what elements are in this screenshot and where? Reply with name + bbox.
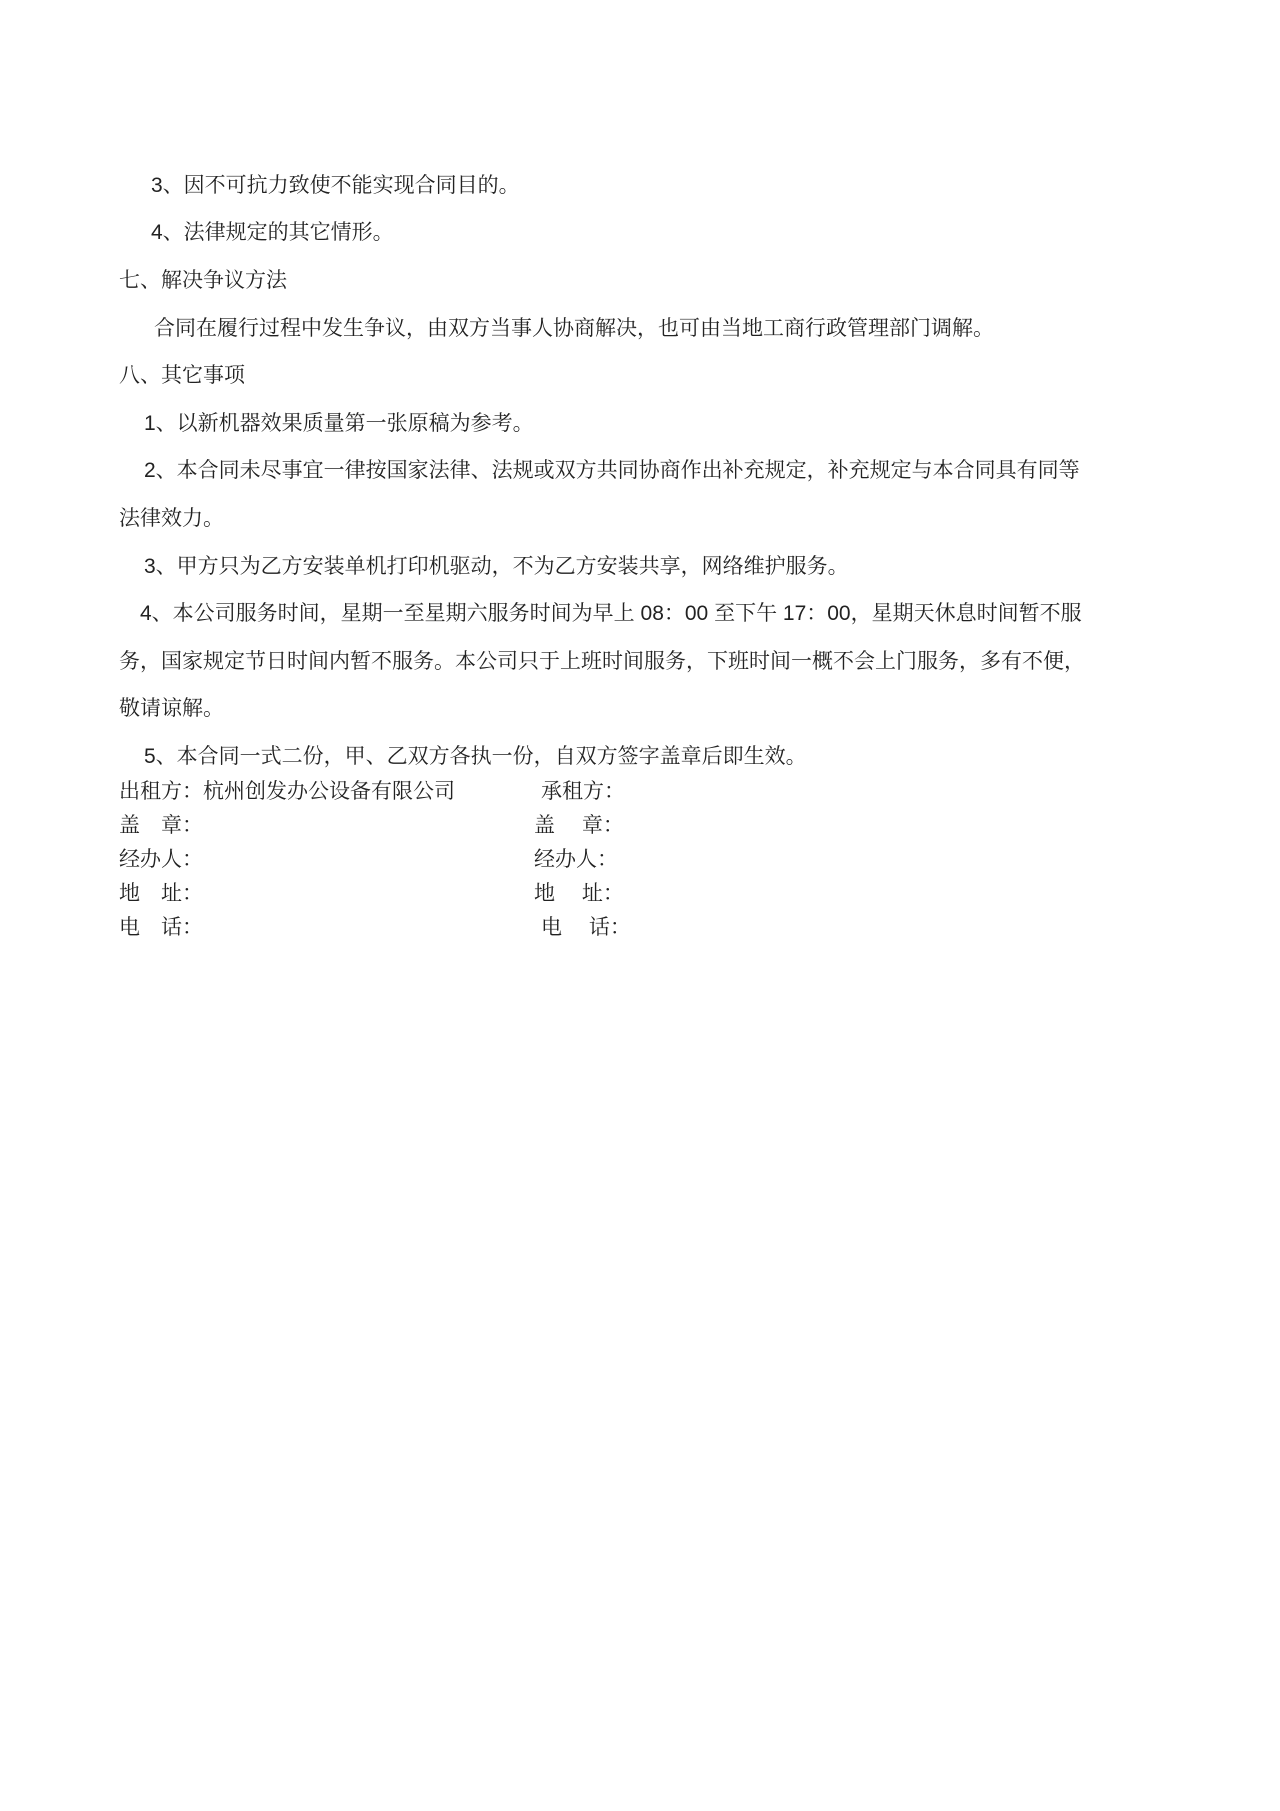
clause-8-3: 3、甲方只为乙方安装单机打印机驱动，不为乙方安装共享，网络维护服务。 bbox=[144, 555, 849, 578]
clause-6-4: 4、法律规定的其它情形。 bbox=[151, 221, 394, 244]
lessee-agent: 经办人： bbox=[534, 848, 618, 871]
section-7-body: 合同在履行过程中发生争议，由双方当事人协商解决，也可由当地工商行政管理部门调解。 bbox=[154, 317, 994, 340]
clause-6-3: 3、因不可抗力致使不能实现合同目的。 bbox=[151, 174, 520, 197]
lessor-phone: 电 话： bbox=[119, 916, 203, 939]
clause-8-2-line2: 法律效力。 bbox=[119, 507, 224, 530]
lessor-address: 地 址： bbox=[119, 882, 203, 905]
section-7-heading: 七、解决争议方法 bbox=[119, 269, 287, 292]
clause-8-5: 5、本合同一式二份，甲、乙双方各执一份，自双方签字盖章后即生效。 bbox=[144, 745, 807, 768]
lessee-phone: 电 话： bbox=[541, 916, 631, 939]
section-8-heading: 八、其它事项 bbox=[119, 364, 245, 387]
clause-8-4-line1: 4、本公司服务时间，星期一至星期六服务时间为早上 08：00 至下午 17：00，星期天休息时间暂不服 bbox=[140, 602, 1082, 625]
lessor-agent: 经办人： bbox=[119, 848, 203, 871]
lessee-seal: 盖 章： bbox=[534, 814, 624, 837]
lessor-party: 出租方：杭州创发办公设备有限公司 bbox=[119, 780, 455, 803]
clause-8-2-line1: 2、本合同未尽事宜一律按国家法律、法规或双方共同协商作出补充规定，补充规定与本合同具有同等 bbox=[144, 459, 1080, 482]
lessee-party: 承租方： bbox=[541, 780, 625, 803]
clause-8-4-line2: 务，国家规定节日时间内暂不服务。本公司只于上班时间服务，下班时间一概不会上门服务，多有不便， bbox=[119, 650, 1085, 673]
lessor-seal: 盖 章： bbox=[119, 814, 203, 837]
clause-8-4-line3: 敬请谅解。 bbox=[119, 697, 224, 720]
lessee-address: 地 址： bbox=[534, 882, 624, 905]
clause-8-1: 1、以新机器效果质量第一张原稿为参考。 bbox=[144, 412, 534, 435]
